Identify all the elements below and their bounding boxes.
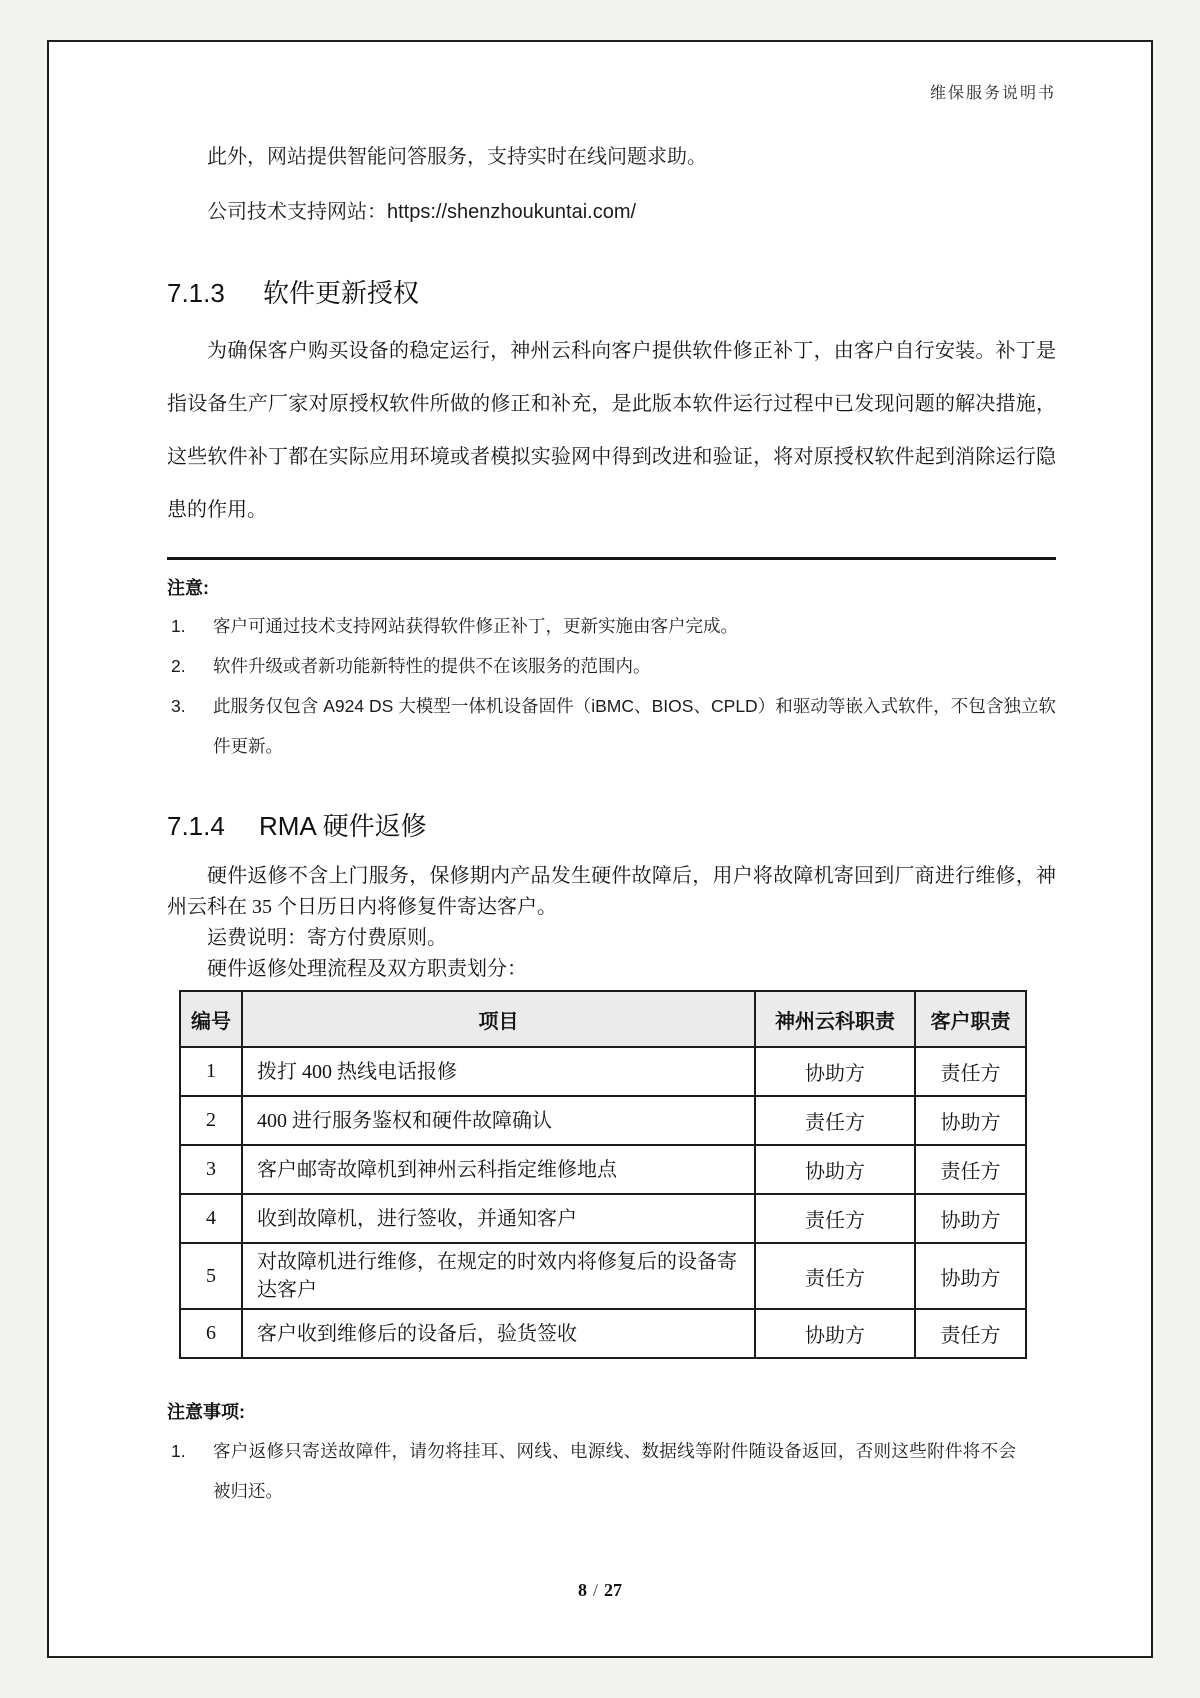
notice-item	[167, 1431, 1056, 1511]
cell-customer-duty: 责任方	[915, 1145, 1026, 1194]
page-footer	[49, 1580, 1151, 1601]
rma-paragraph-3: 硬件返修处理流程及双方职责划分：	[207, 958, 527, 980]
page-sheet	[47, 40, 1153, 1658]
cell-no: 2	[180, 1096, 242, 1145]
cell-no: 6	[180, 1309, 242, 1358]
section-7-1-3-number: 7.1.3	[167, 278, 225, 308]
rma-paragraph-2: 运费说明：寄方付费原则。	[207, 927, 447, 949]
note-item-number: 3.	[171, 696, 186, 716]
note-item-text: 客户可通过技术支持网站获得软件修正补丁，更新实施由客户完成。	[213, 616, 738, 636]
section-7-1-4-number: 7.1.4	[167, 811, 225, 841]
cell-item: 客户邮寄故障机到神州云科指定维修地点	[242, 1145, 755, 1194]
table-row	[180, 1145, 1026, 1194]
cell-item: 收到故障机，进行签收，并通知客户	[242, 1194, 755, 1243]
page-number: 8	[577, 1580, 587, 1600]
notice-item-text: 客户返修只寄送故障件，请勿将挂耳、网线、电源线、数据线等附件随设备返回，否则这些附件将不会被归还。	[213, 1441, 1016, 1501]
cell-no: 5	[180, 1243, 242, 1309]
page-content	[49, 80, 1151, 1511]
cell-item: 拨打 400 热线电话报修	[242, 1047, 755, 1096]
cell-vendor-duty: 协助方	[755, 1145, 915, 1194]
table-row	[180, 1047, 1026, 1096]
page-separator: /	[592, 1580, 598, 1600]
rma-description	[167, 861, 1056, 985]
page-total: 27	[604, 1580, 622, 1600]
note-item-number: 1.	[171, 616, 186, 636]
table-row	[180, 1096, 1026, 1145]
table-header-row	[180, 991, 1026, 1047]
intro-paragraph-2	[167, 199, 1056, 225]
cell-item: 客户收到维修后的设备后，验货签收	[242, 1309, 755, 1358]
cell-vendor-duty: 协助方	[755, 1047, 915, 1096]
note-item	[167, 646, 1056, 686]
cell-no: 3	[180, 1145, 242, 1194]
section-7-1-3-title: 软件更新授权	[263, 278, 420, 308]
section-7-1-3-heading	[167, 275, 1056, 311]
cell-no: 1	[180, 1047, 242, 1096]
table-header-item: 项目	[242, 991, 755, 1047]
intro-paragraph-1: 此外，网站提供智能问答服务，支持实时在线问题求助。	[207, 146, 707, 168]
cell-vendor-duty: 责任方	[755, 1194, 915, 1243]
notice-list	[167, 1431, 1056, 1511]
section-7-1-4-title: RMA 硬件返修	[259, 811, 427, 841]
rma-table	[179, 990, 1027, 1359]
cell-item: 对故障机进行维修，在规定的时效内将修复后的设备寄达客户	[242, 1243, 755, 1309]
support-site-url: https://shenzhoukuntai.com/	[387, 201, 637, 223]
doc-header-title: 维保服务说明书	[929, 85, 1056, 102]
cell-customer-duty: 责任方	[915, 1309, 1026, 1358]
notice-label: 注意事项:	[167, 1402, 245, 1422]
cell-customer-duty: 协助方	[915, 1194, 1026, 1243]
table-row	[180, 1194, 1026, 1243]
cell-vendor-duty: 协助方	[755, 1309, 915, 1358]
note-item-number: 2.	[171, 656, 186, 676]
note-list	[167, 606, 1056, 766]
table-row	[180, 1243, 1026, 1309]
cell-customer-duty: 协助方	[915, 1096, 1026, 1145]
section-7-1-4-heading	[167, 808, 1056, 844]
cell-customer-duty: 责任方	[915, 1047, 1026, 1096]
cell-vendor-duty: 责任方	[755, 1096, 915, 1145]
table-header-customer-duty: 客户职责	[915, 991, 1026, 1047]
note-label: 注意:	[167, 578, 209, 598]
cell-no: 4	[180, 1194, 242, 1243]
notice-item-number: 1.	[171, 1441, 186, 1461]
cell-item: 400 进行服务鉴权和硬件故障确认	[242, 1096, 755, 1145]
rma-paragraph-1: 硬件返修不含上门服务，保修期内产品发生硬件故障后，用户将故障机寄回到厂商进行维修，神州云科在 35 个日历日内将修复件寄达客户。	[167, 865, 1056, 918]
note-item-text: 此服务仅包含 A924 DS 大模型一体机设备固件（iBMC、BIOS、CPLD）和驱动等嵌入式软件，不包含独立软件更新。	[213, 696, 1056, 756]
cell-vendor-duty: 责任方	[755, 1243, 915, 1309]
notice-divider	[167, 557, 1056, 560]
cell-customer-duty: 协助方	[915, 1243, 1026, 1309]
note-item	[167, 606, 1056, 646]
note-item-text: 软件升级或者新功能新特性的提供不在该服务的范围内。	[213, 656, 651, 676]
table-row	[180, 1309, 1026, 1358]
table-header-vendor-duty: 神州云科职责	[755, 991, 915, 1047]
support-site-label: 公司技术支持网站：	[207, 201, 387, 223]
section-7-1-3-body: 为确保客户购买设备的稳定运行，神州云科向客户提供软件修正补丁，由客户自行安装。补丁是指设备生产厂家对原授权软件所做的修正和补充，是此版本软件运行过程中已发现问题的解决措施，这些软件补丁都在实际应用环境或者模拟实验网中得到改进和验证，将对原授权软件起到消除运行隐患的作用。	[167, 340, 1056, 521]
table-header-no: 编号	[180, 991, 242, 1047]
note-item	[167, 686, 1056, 766]
